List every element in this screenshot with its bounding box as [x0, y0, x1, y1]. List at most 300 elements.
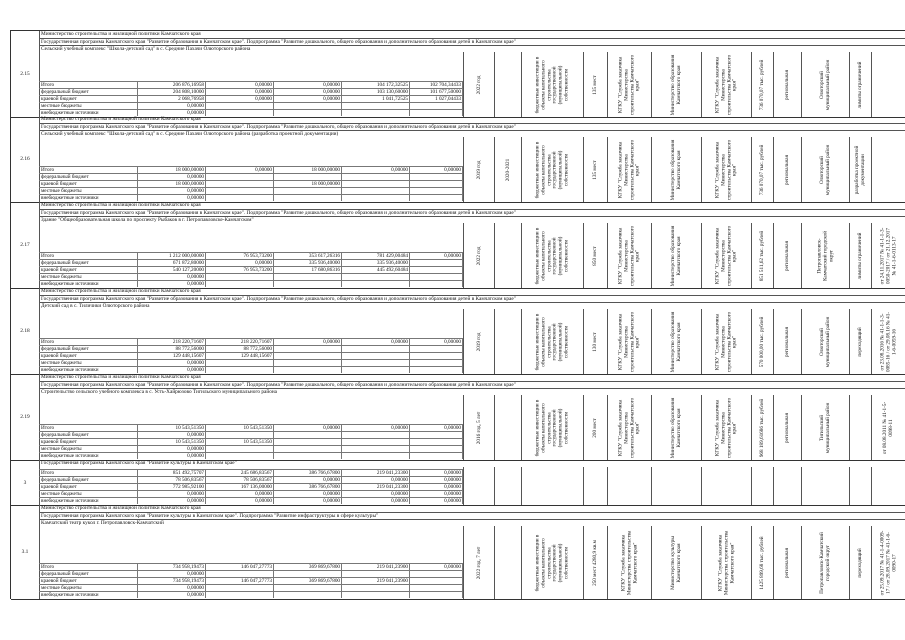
attribute-column [463, 137, 495, 202]
amount-cell: 103 130,60000 [341, 89, 409, 95]
amount-cell: 0,00000 [137, 571, 205, 577]
amount-cell: 0,00000 [273, 477, 341, 483]
vertical-attribute-text: 2022 год, 7 лет [475, 546, 482, 579]
amount-cell: 129 448,15607 [137, 353, 205, 359]
vertical-attribute-text: Петропавловск-Камчатский городской округ [816, 230, 834, 281]
row-number: 3.1 [11, 505, 40, 599]
amount-cell: 0,00000 [205, 167, 273, 173]
amount-cell: 101 677,50000 [409, 89, 463, 95]
attribute-column [494, 309, 522, 374]
attribute-column [701, 526, 752, 599]
attribute-column [801, 395, 850, 460]
amount-cell: 386 766,67800 [273, 484, 341, 490]
amount-cell: 0,00000 [137, 281, 205, 287]
attribute-column [583, 137, 608, 202]
attribute-column [871, 309, 905, 374]
section-header-line: Государственная программа Камчатского края "Развитие культуры в Камчатском крае". Подпрограмма "Развитие инфраструктуры в сфере культуры" [39, 512, 905, 519]
amount-cell: 0,00000 [137, 360, 205, 366]
section-header-line: Камчатский театр кукол г. Петропавловск-Камчатский [39, 519, 905, 526]
funding-source-label: местные бюджеты [41, 188, 82, 194]
vertical-attribute-text: Тигильский муниципальный район [819, 402, 831, 453]
financing-row [39, 173, 463, 180]
row-number: 2.16 [11, 116, 40, 202]
amount-cell: 0,00000 [137, 592, 205, 598]
attribute-column [583, 223, 608, 288]
amount-cell: 0,00000 [409, 477, 463, 483]
project-block [11, 460, 905, 506]
vertical-attribute-text: лимиты ограничений [857, 61, 864, 108]
amount-cell [409, 195, 463, 201]
vertical-attribute-text: региональная [784, 326, 791, 357]
funding-source-label: федеральный бюджет [41, 174, 89, 180]
section-header-line: Министерство строительства и жилищной политики Камчатского края [41, 31, 201, 37]
attribute-column [801, 52, 850, 117]
attribute-column [871, 467, 905, 505]
funding-source-label: федеральный бюджет [41, 432, 89, 438]
attribute-column [494, 223, 522, 288]
attribute-column [463, 395, 495, 460]
vertical-attribute-text: 850 мест [592, 245, 599, 266]
attribute-column [773, 52, 802, 117]
amount-cell: 0,00000 [341, 498, 409, 504]
financing-row [39, 359, 463, 366]
amount-cell: 0,00000 [273, 491, 341, 497]
amount-cell: 219 041,23900 [341, 564, 409, 570]
attribute-column [583, 467, 608, 505]
vertical-attribute-text: 968 189,61686 тыс. рублей [759, 398, 766, 457]
amount-cell: 0,00000 [205, 82, 273, 88]
attribute-column [463, 52, 495, 117]
financing-row [39, 280, 463, 287]
financing-row [39, 102, 463, 109]
funding-source-label: краевой бюджет [41, 578, 77, 584]
amount-cell: 335 936,40000 [341, 260, 409, 266]
vertical-attribute-text: Министерство образования Камчатского края [670, 225, 682, 286]
section-header-line: Государственная программа Камчатского края "Развитие образования в Камчатском крае". Подпрограмма "Развитие дошкольного, общего образования и дополнительного образования детей в Камчатском крае" [39, 209, 905, 216]
project-block [11, 374, 905, 461]
amount-cell: 734 958,19473 [137, 564, 205, 570]
vertical-attribute-text: региональная [784, 154, 791, 185]
attribute-column [494, 467, 522, 505]
amount-cell: 0,00000 [341, 339, 409, 345]
amount-cell: 781 429,00484 [341, 253, 409, 259]
attribute-column [871, 395, 905, 460]
vertical-attribute-text: региональная [784, 547, 791, 578]
row-number: 2.15 [11, 31, 40, 117]
financing-row [39, 476, 463, 483]
vertical-attribute-text: КГКУ "Служба заказчика Министерства строительства Камчатского края" [617, 311, 641, 372]
amount-cell: 18 000,00000 [273, 181, 341, 187]
attribute-column [751, 137, 774, 202]
funding-source-label: краевой бюджет [41, 353, 77, 359]
financing-row [39, 469, 463, 476]
financing-row [39, 438, 463, 445]
attribute-column [521, 526, 584, 599]
amount-cell: 0,00000 [205, 498, 273, 504]
vertical-attribute-text: 135 мест [592, 159, 599, 180]
funding-source-label: местные бюджеты [41, 446, 82, 452]
attribute-column [871, 526, 905, 599]
amount-cell [273, 367, 341, 373]
vertical-attribute-text: бюджетные инвестиции в объекты капитального строительства государственной (муниципальной) собственности [534, 56, 570, 113]
attribute-column [871, 137, 905, 202]
financing-row [39, 109, 463, 116]
amount-cell: 218 220,71607 [205, 339, 273, 345]
financing-row [39, 591, 463, 598]
amount-cell: 0,00000 [273, 339, 341, 345]
vertical-attribute-text: разработка проектной документации [854, 145, 866, 194]
amount-cell: 18 000,00000 [273, 167, 341, 173]
amount-cell [341, 453, 409, 459]
funding-source-label: федеральный бюджет [41, 260, 89, 266]
section-header-line: Государственная программа Камчатского края "Развитие образования в Камчатском крае". Подпрограмма "Развитие дошкольного, общего образования и дополнительного образования детей в Камчатском крае" [39, 381, 905, 388]
vertical-attribute-text: региональная [784, 69, 791, 100]
amount-cell: 0,00000 [137, 367, 205, 373]
amount-cell [409, 281, 463, 287]
section-header-line: Здание "Общеобразовательная школа по проспекту Рыбаков в г. Петропавловске-Камчатском" [39, 216, 905, 223]
vertical-attribute-text: бюджетные инвестиции в объекты капитального строительства государственной (муниципальной) собственности [534, 141, 570, 198]
attribute-column [773, 526, 802, 599]
amount-cell: 0,00000 [205, 96, 273, 102]
amount-cell: 0,00000 [409, 484, 463, 490]
financing-row [39, 338, 463, 345]
funding-source-label: краевой бюджет [41, 484, 77, 490]
project-block [11, 505, 905, 600]
amount-cell: 146 047,27773 [205, 564, 273, 570]
attribute-column [871, 52, 905, 117]
amount-cell: 0,00000 [205, 260, 273, 266]
attribute-column [773, 309, 802, 374]
amount-cell [341, 367, 409, 373]
amount-cell: 0,00000 [137, 446, 205, 452]
funding-source-label: местные бюджеты [41, 491, 82, 497]
vertical-attribute-text: от 08.08.2011 № 41-1-5-0098-11 [882, 401, 894, 454]
financing-row [39, 252, 463, 259]
vertical-attribute-text: региональная [784, 240, 791, 271]
amount-cell: 76 953,73200 [205, 267, 273, 273]
amount-cell: 0,00000 [341, 425, 409, 431]
vertical-attribute-text: Министерство образования Камчатского края [670, 311, 682, 372]
section-header-line: Государственная программа Камчатского края "Развитие образования в Камчатском крае". Подпрограмма "Развитие дошкольного, общего образования и дополнительного образования детей в Камчатском крае" [39, 38, 905, 45]
row-number: 3 [11, 460, 40, 505]
amount-cell: 129 448,15607 [205, 353, 273, 359]
attribute-column [583, 526, 608, 599]
amount-cell: 0,00000 [273, 89, 341, 95]
funding-source-label: Итого [41, 167, 55, 173]
section-header-line: Министерство строительства и жилищной политики Камчатского края [41, 116, 201, 122]
attribute-column [607, 137, 652, 202]
amount-cell: 1 041,72525 [341, 96, 409, 102]
attribute-column [849, 309, 872, 374]
amount-cell: 245 686,83567 [205, 470, 273, 476]
vertical-attribute-text: бюджетные инвестиции в объекты капитального строительства государственной (муниципальной) собственности [534, 399, 570, 456]
attribute-column [521, 309, 584, 374]
attribute-column [701, 52, 752, 117]
vertical-attribute-text: КГКУ "Служба заказчика Министерства строительства Камчатского края" [617, 54, 641, 115]
attribute-column [801, 223, 850, 288]
vertical-attribute-text: региональная [784, 412, 791, 443]
funding-source-label: внебюджетные источники [41, 453, 99, 459]
amount-cell: 0,00000 [205, 491, 273, 497]
project-block [11, 288, 905, 375]
attribute-column [583, 309, 608, 374]
attribute-column [494, 395, 522, 460]
attribute-column [751, 526, 774, 599]
amount-cell [205, 453, 273, 459]
amount-cell: 218 220,71607 [137, 339, 205, 345]
vertical-attribute-text: бюджетные инвестиции в объекты капитального строительства государственной (муниципальной) собственности [534, 313, 570, 370]
amount-cell: 0,00000 [273, 425, 341, 431]
amount-cell: 0,00000 [137, 498, 205, 504]
vertical-attribute-text: Министерство культуры Камчатского края [670, 535, 682, 590]
financing-table [39, 81, 463, 116]
financing-row [39, 424, 463, 431]
funding-source-label: внебюджетные источники [41, 110, 99, 116]
vertical-attribute-text: от 23.08.2016 № 41-1-1-3-0085-16 / от 29.08.16 № 41-1-6-0059-16 [879, 311, 897, 372]
financing-row [39, 266, 463, 273]
financing-row [39, 81, 463, 88]
funding-source-label: краевой бюджет [41, 267, 77, 273]
amount-cell: 0,00000 [409, 167, 463, 173]
funding-source-label: Итого [41, 470, 55, 476]
vertical-attribute-text: переходящий [857, 326, 864, 357]
funding-source-label: внебюджетные источники [41, 367, 99, 373]
financing-row [39, 445, 463, 452]
attribute-column [463, 467, 495, 505]
vertical-attribute-text: 2016 год, 5 лет [475, 411, 482, 444]
amount-cell [341, 195, 409, 201]
attribute-column [701, 137, 752, 202]
vertical-attribute-text: Министерство образования Камчатского края [670, 139, 682, 200]
attribute-column [701, 223, 752, 288]
attribute-column [849, 52, 872, 117]
attribute-column [494, 526, 522, 599]
funding-source-label: Итого [41, 82, 55, 88]
amount-cell: 0,00000 [137, 188, 205, 194]
amount-cell: 0,00000 [137, 585, 205, 591]
section-header-line: Министерство строительства и жилищной политики Камчатского края [41, 505, 201, 511]
financing-row [39, 490, 463, 497]
attribute-column [463, 309, 495, 374]
attribute-column [751, 223, 774, 288]
financing-row [39, 194, 463, 201]
amount-cell: 167 136,00000 [205, 484, 273, 490]
section-header-line: Министерство строительства и жилищной политики Камчатского края [41, 288, 201, 294]
section-header-line: Сельский учебный комплекс "Школа-детский сад" в с. Средние Пахачи Олюторского района [39, 45, 905, 52]
vertical-attribute-text: Олюторский муниципальный район [819, 59, 831, 110]
vertical-attribute-text: КГКУ "Служба заказчика Министерства строительства Камчатского края" [617, 397, 641, 458]
amount-cell: 18 000,00000 [137, 181, 205, 187]
financing-row [39, 366, 463, 373]
amount-cell [273, 592, 341, 598]
row-number: 2.17 [11, 202, 40, 288]
amount-cell: 76 953,73200 [205, 253, 273, 259]
amount-cell: 0,00000 [409, 425, 463, 431]
amount-cell: 0,00000 [409, 564, 463, 570]
amount-cell: 0,00000 [137, 491, 205, 497]
vertical-attribute-text: КГКУ "Служба заказчика Министерства строительства Камчатского края" [717, 530, 735, 595]
attribute-column [773, 395, 802, 460]
attribute-column [607, 467, 652, 505]
section-header-line: Государственная программа Камчатского края "Развитие образования в Камчатском крае". Подпрограмма "Развитие дошкольного, общего образования и дополнительного образования детей в Камчатском крае" [39, 123, 905, 130]
attribute-column [651, 526, 702, 599]
vertical-attribute-text: Министерство образования Камчатского края [670, 397, 682, 458]
vertical-attribute-text: 130 мест [592, 331, 599, 352]
attribute-column [494, 52, 522, 117]
attribute-column [521, 395, 584, 460]
vertical-attribute-text: Министерство образования Камчатского края [670, 54, 682, 115]
attribute-column [651, 467, 702, 505]
funding-source-label: Итого [41, 425, 55, 431]
attribute-column [849, 526, 872, 599]
attribute-column [751, 52, 774, 117]
vertical-attribute-text: Олюторский муниципальный район [819, 144, 831, 195]
financing-row [39, 166, 463, 173]
amount-cell: 0,00000 [409, 491, 463, 497]
amount-cell: 219 041,23900 [341, 578, 409, 584]
attribute-column [607, 223, 652, 288]
attribute-column [849, 137, 872, 202]
project-block [11, 202, 905, 289]
amount-cell: 0,00000 [137, 195, 205, 201]
amount-cell [205, 281, 273, 287]
financing-row [39, 431, 463, 438]
amount-cell: 2 068,76958 [137, 96, 205, 102]
financing-table [39, 166, 463, 201]
vertical-attribute-text: Олюторский муниципальный район [819, 316, 831, 367]
amount-cell [273, 195, 341, 201]
amount-cell: 10 543,51350 [205, 439, 273, 445]
amount-cell: 0,00000 [409, 339, 463, 345]
amount-cell: 1 027,04433 [409, 96, 463, 102]
amount-cell: 1 212 000,00000 [137, 253, 205, 259]
amount-cell: 10 543,51350 [137, 439, 205, 445]
amount-cell: 88 772,56000 [205, 346, 273, 352]
attribute-column [651, 309, 702, 374]
attribute-column [773, 467, 802, 505]
amount-cell: 335 936,40000 [273, 260, 341, 266]
attribute-column [607, 52, 652, 117]
attribute-column [651, 395, 702, 460]
financing-row [39, 95, 463, 102]
vertical-attribute-text: КГКУ "Служба заказчика Министерства строительства Камчатского края" [714, 139, 738, 200]
amount-cell: 0,00000 [341, 491, 409, 497]
vertical-attribute-text: 2020-2021 [504, 158, 511, 181]
section-header-line: Сельский учебный комплекс "Школа-детский сад" в с. Средние Пахачи Олюторского района (разработка проектной документации) [39, 130, 905, 137]
amount-cell: 0,00000 [341, 477, 409, 483]
row-number: 2.18 [11, 288, 40, 374]
amount-cell: 104 172,32525 [341, 82, 409, 88]
vertical-attribute-text: КГКУ "Служба заказчика Министерства строительства Камчатского края" [714, 225, 738, 286]
attribute-column [849, 395, 872, 460]
amount-cell: 102 704,34433 [409, 82, 463, 88]
attribute-column [849, 223, 872, 288]
financing-table [39, 469, 463, 504]
vertical-attribute-text: КГКУ "Служба заказчика Министерства строительства Камчатского края" [617, 139, 641, 200]
attribute-column [651, 52, 702, 117]
funding-source-label: федеральный бюджет [41, 89, 89, 95]
attribute-column [773, 223, 802, 288]
attribute-column [651, 137, 702, 202]
attribute-column [651, 223, 702, 288]
vertical-attribute-text: бюджетные инвестиции в объекты капитального строительства государственной (муниципальной) собственности [534, 227, 570, 284]
financing-row [39, 577, 463, 584]
amount-cell: 353 617,26316 [273, 253, 341, 259]
amount-cell: 219 041,23300 [341, 484, 409, 490]
financing-table [39, 563, 463, 598]
amount-cell: 445 492,60484 [341, 267, 409, 273]
amount-cell [341, 592, 409, 598]
amount-cell: 0,00000 [137, 274, 205, 280]
attribute-column [583, 395, 608, 460]
attribute-column [801, 526, 850, 599]
attribute-column [751, 467, 774, 505]
section-header-line: Министерство строительства и жилищной политики Камчатского края [41, 374, 201, 380]
amount-cell: 0,00000 [137, 432, 205, 438]
amount-cell: 386 766,67800 [273, 470, 341, 476]
amount-cell: 0,00000 [273, 82, 341, 88]
financing-row [39, 273, 463, 280]
amount-cell: 78 506,83567 [205, 477, 273, 483]
attribute-column [701, 309, 752, 374]
amount-cell: 0,00000 [273, 96, 341, 102]
vertical-attribute-text: переходящий [857, 547, 864, 578]
vertical-attribute-text: 2019 год [475, 160, 482, 179]
amount-cell: 369 869,67800 [273, 564, 341, 570]
vertical-attribute-text: 2019 год [475, 332, 482, 351]
vertical-attribute-text: КГКУ "Служба заказчика Министерства строительства Камчатского края" [617, 225, 641, 286]
amount-cell: 540 127,20000 [137, 267, 205, 273]
amount-cell: 219 041,23300 [341, 470, 409, 476]
amount-cell: 88 772,56000 [137, 346, 205, 352]
amount-cell [409, 592, 463, 598]
financing-table [39, 338, 463, 373]
funding-source-label: местные бюджеты [41, 585, 82, 591]
attribute-column [871, 223, 905, 288]
section-header-line: Детский сад в с. Тиличики Олюторского района [39, 302, 905, 309]
vertical-attribute-text: КГКУ "Служба заказчика Министерства строительства Камчатского края" [714, 54, 738, 115]
attribute-column [751, 309, 774, 374]
amount-cell: 0,00000 [137, 110, 205, 116]
vertical-attribute-text: Петропавловск-Камчатский городской округ [819, 531, 831, 594]
amount-cell: 0,00000 [409, 498, 463, 504]
budget-table [10, 30, 905, 599]
section-header-line: Строительство сельского учебного комплекса в с. Усть-Хайрюзово Тигильского муниципального района [39, 388, 905, 395]
funding-source-label: внебюджетные источники [41, 195, 99, 201]
financing-table [39, 252, 463, 287]
financing-row [39, 584, 463, 591]
financing-row [39, 352, 463, 359]
vertical-attribute-text: КГКУ "Служба заказчика Министерства строительства Камчатского края" [714, 397, 738, 458]
financing-row [39, 483, 463, 490]
funding-source-label: федеральный бюджет [41, 346, 89, 352]
funding-source-label: федеральный бюджет [41, 571, 89, 577]
financing-row [39, 563, 463, 570]
attribute-column [607, 309, 652, 374]
amount-cell: 206 876,16958 [137, 82, 205, 88]
project-block [11, 30, 905, 118]
amount-cell: 0,00000 [409, 253, 463, 259]
amount-cell [341, 281, 409, 287]
vertical-attribute-text: КГКУ "Служба заказчика Министерства строительства Камчатского края" [714, 311, 738, 372]
vertical-attribute-text: 1425 899,68 тыс. рублей [759, 535, 766, 590]
vertical-attribute-text: лимиты ограничений [857, 232, 864, 279]
amount-cell [409, 453, 463, 459]
attribute-column [607, 526, 652, 599]
vertical-attribute-text: 570 000,00 тыс. рублей [759, 316, 766, 367]
amount-cell [205, 592, 273, 598]
attribute-column [494, 137, 522, 202]
